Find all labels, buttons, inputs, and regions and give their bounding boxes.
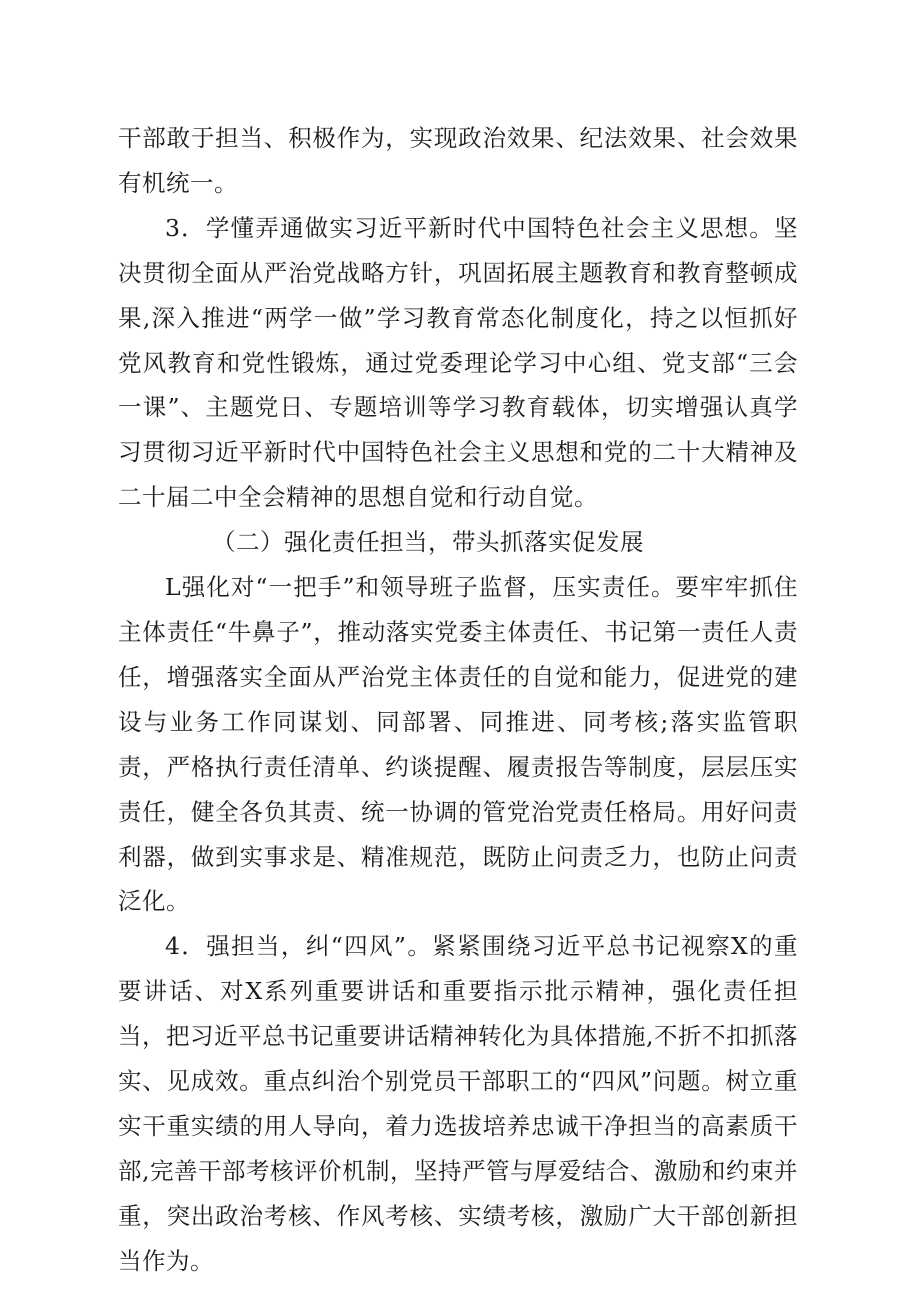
section-heading-2: （二）强化责任担当，带头抓落实促发展 — [212, 528, 644, 557]
paragraph-continuation: 干部敢于担当、积极作为，实现政治效果、纪法效果、社会效果有机统一。 — [118, 124, 798, 197]
document-body — [118, 116, 798, 1284]
paragraph-item-3: 3．学懂弄通做实习近平新时代中国特色社会主义思想。坚决贯彻全面从严治党战略方针，巩固拓展主题教育和教育整顿成果,深入推进“两学一做”学习教育常态化制度化，持之以恒抓好党风教育和党性锻炼，通过党委理论学习中心组、党支部“三会一课”、主题党日、专题培训等学习教育载体，切实增强认真学习贯彻习近平新时代中国特色社会主义思想和党的二十大精神及二十届二中全会精神的思想自觉和行动自觉。 — [118, 213, 798, 512]
paragraph-item-1: L强化对“一把手”和领导班子监督，压实责任。要牢牢抓住主体责任“牛鼻子”，推动落实党委主体责任、书记第一责任人责任，增强落实全面从严治党主体责任的自觉和能力，促进党的建设与业务工作同谋划、同部署、同推进、同考核;落实监管职责，严格执行责任清单、约谈提醒、履责报告等制度，层层压实责任，健全各负其责、统一协调的管党治党责任格局。用好问责利器，做到实事求是、精准规范，既防止问责乏力，也防止问责泛化。 — [118, 573, 798, 916]
paragraph-item-4: 4．强担当，纠“四风”。紧紧围绕习近平总书记视察X的重要讲话、对X系列重要讲话和重要指示批示精神，强化责任担当，把习近平总书记重要讲话精神转化为具体措施,不折不扣抓落实、见成效。重点纠治个别党员干部职工的“四风”问题。树立重实干重实绩的用人导向，着力选拔培养忠诚干净担当的高素质干部,完善干部考核评价机制，坚持严管与厚爱结合、激励和约束并重，突出政治考核、作风考核、实绩考核，激励广大干部创新担当作为。 — [118, 932, 798, 1275]
